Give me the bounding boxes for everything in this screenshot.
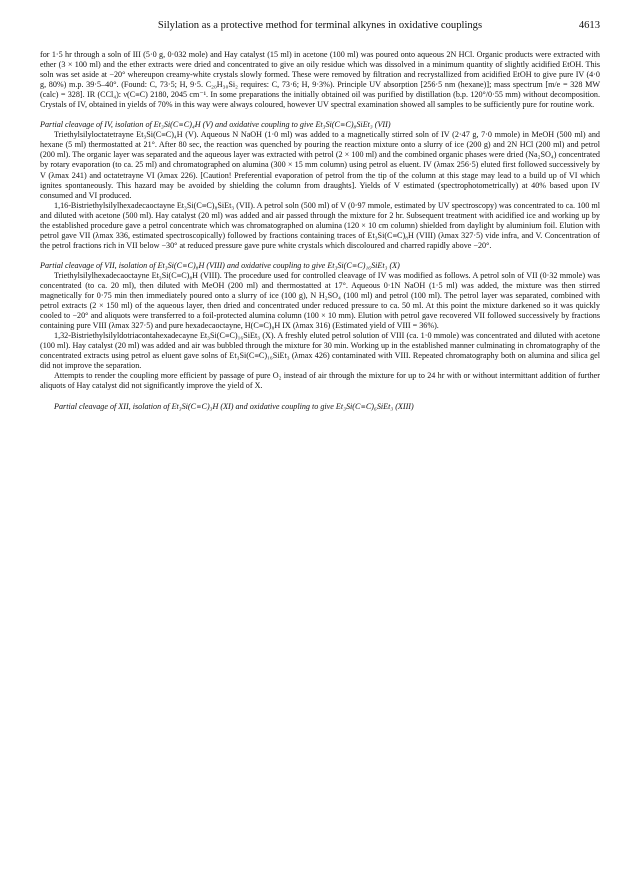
paragraph-product-iv: for 1·5 hr through a soln of III (5·0 g, 0·032 mole) and Hay catalyst (15 ml) in acetone (100 ml) was poured onto aqueous 2N HCl. Organic products were extracted with ether (3 × 100 ml) and the ether extracts were dried and concentrated to give an oily residue which was dissolved in a minimum quantity of slightly acidified EtOH. This soln was set aside at −20° whereupon creamy-white crystals slowly formed. These were removed by filtration and recrystallized from acidified EtOH to give pure IV (4·0 g, 80%) m.p. 39·5–40°. (Found: C, 73·5; H, 9·5. C₂₀H₃₀Si₂ requires: C, 73·6; H, 9·3%). Principle UV absorption [256·5 nm (hexane)]; mass spectrum [m/e = 328 MW (calc) = 328]. IR (CCl₄): ν(C≡C) 2180, 2045 cm⁻¹. In some preparations the initially obtained oil was purified by distillation (b.p. 120°/0·55 mm) without decomposition. Crystals of IV, obtained in yields of 70% in this way were always coloured, however UV spectral examination showed all samples to be sufficiently pure for routine work. — [40, 50, 600, 110]
journal-page — [40, 20, 600, 412]
paragraph-dotriacontahexadecayne: 1,32-Bistriethylsilyldotriacontahexadecayne Et₃Si(C≡C)₁₆SiEt₃ (X). A freshly eluted petrol solution of VIII (ca. 1·0 mmole) was concentrated and diluted with acetone (100 ml). Hay catalyst (20 ml) was added and air was bubbled through the mixture for 30 min. Working up in the established manner culminating in chromatography of the concentrated extracts using petrol as eluent gave solns of Et₃Si(C≡C)₁₆SiEt₃ (λmax 426) contaminated with VIII. Repeated chromatography both on alumina and silica gel did not improve the separation. — [40, 331, 600, 371]
section-heading-partial-cleavage-iv: Partial cleavage of IV, isolation of Et₃Si(C≡C)₄H (V) and oxidative coupling to give Et₃Si(C≡C)₈SiEt₃ (VII) — [40, 120, 391, 130]
paragraph-coupling-attempts: Attempts to render the coupling more efficient by passage of pure O₂ instead of air through the mixture for up to 24 hr with or without intermittant addition of further aliquots of Hay catalyst did not significantly improve the yield of X. — [40, 371, 600, 391]
page-number: 4613 — [578, 20, 600, 31]
paragraph-triethylsilyloctatetrayne: Triethylsilyloctatetrayne Et₃Si(C≡C)₄H (V). Aqueous N NaOH (1·0 ml) was added to a magnetically stirred soln of IV (2·47 g, 7·0 mmole) in MeOH (500 ml) and hexane (5 ml) thermostatted at 21°. After 80 sec, the reaction was quenched by pouring the reaction mixture onto a slurry of ice (200 g) and 2N HCl (200 ml) and petrol (200 ml). The organic layer was separated and the aqueous layer was extracted with petrol (2 × 100 ml) and the combined organic phases were dried (Na₂SO₄) concentrated by rotary evaporation (to ca. 25 ml) and chromatographed on alumina (300 × 15 mm column) using petrol as eluent. IV (λmax 256·5) eluted first followed successively by V (λmax 241) and octatetrayne VI (λmax 226). [Caution! Preferential evaporation of petrol from the tip of the column at this stage may lead to a build up of VI which ignites spontaneously. This hazard may be avoided by shielding the column from draughts]. Yields of V estimated (spectrophotometrically) at 40% based upon IV consumed and VI produced. — [40, 130, 600, 200]
running-title: Silylation as a protective method for terminal alkynes in oxidative couplings — [157, 20, 483, 31]
page-body — [40, 50, 600, 412]
section-heading-partial-cleavage-xii: Partial cleavage of XII, isolation of Et₃Si(C≡C)₃H (XI) and oxidative coupling to give Et₃Si(C≡C)₆SiEt₃ (XIII) — [54, 401, 414, 411]
section-heading-partial-cleavage-vii: Partial cleavage of VII, isolation of Et₃Si(C≡C)₈H (VIII) and oxidative coupling to give Et₃Si(C≡C)₁₆SiEt₃ (X) — [40, 260, 400, 270]
page-header — [40, 20, 600, 38]
paragraph-bistriethylsilylhexadecaoctayne: 1,16-Bistriethylsilylhexadecaoctayne Et₃Si(C≡C)₈SiEt₃ (VII). A petrol soln (500 ml) of V (0·97 mmole, estimated by UV spectroscopy) was concentrated to ca. 100 ml and diluted with acetone (500 ml). Hay catalyst (20 ml) was added and air passed through the mixture for 2 hr. Subsequent treatment with acidified ice and working up by the established procedure gave a petrol concentrate which was chromatographed on alumina (120 × 10 cm column) shielded from daylight by aluminium foil. Elution with petrol gave VII (λmax 336, estimated spectroscopically) followed by fractions containing traces of Et₃Si(C≡C)₈H (VIII) (λmax 327·5) vide infra, and V. Concentration of the petrol fractions rich in VII below −30° at reduced pressure gave pure white crystals which discoloured and charred rapidly above −20°. — [40, 200, 600, 250]
paragraph-triethylsilylhexadecaoctayne: Triethylsilylhexadecaoctayne Et₃Si(C≡C)₈H (VIII). The procedure used for controlled cleavage of IV was modified as follows. A petrol soln of VII (0·32 mmole) was concentrated (to ca. 20 ml), then diluted with MeOH (200 ml) and thermostatted at 17°. Aqueous 0·1N NaOH (1·5 ml) was added, the mixture was then stirred magnetically for 0·75 min then immediately poured onto a slurry of ice (100 g), N H₂SO₄ (100 ml) and petrol (100 ml). The petrol layer was separated, combined with petrol extracts (2 × 150 ml) of the aqueous layer, then dried and concentrated under reduced pressure to ca. 50 ml. At this point the mixture darkened so it was quickly cooled to −20° and aliquots were transferred to a foil-protected alumina column (100 × 10 mm). Elution with petrol gave recovered VII followed successively by fractions containing pure VIII (λmax 327·5) and pure hexadecaoctayne, H(C≡C)₈H IX (λmax 316) (Estimated yield of VIII = 36%). — [40, 270, 600, 331]
